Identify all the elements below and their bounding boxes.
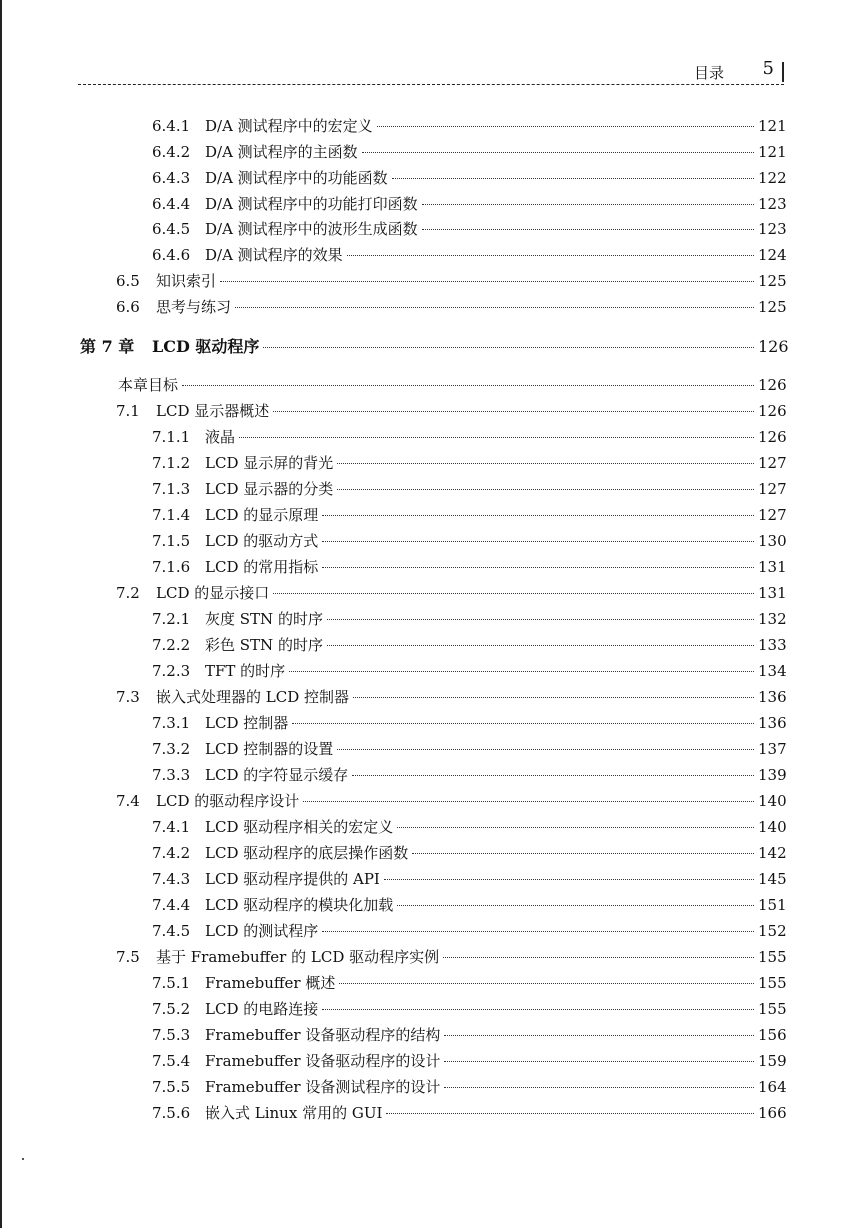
dot-leader	[412, 853, 754, 854]
toc-entry	[152, 842, 787, 863]
dot-leader	[422, 229, 754, 230]
toc-entry-page: 145	[758, 870, 787, 888]
dot-leader	[339, 983, 754, 984]
dot-leader	[182, 385, 754, 386]
toc-entry-title: LCD 的测试程序	[205, 922, 319, 940]
toc-entry-number: 7.4.3	[152, 870, 191, 888]
dot-leader	[444, 1061, 754, 1062]
toc-entry-number: 7.5	[116, 948, 140, 966]
toc-entry	[152, 530, 787, 551]
toc-entry-number: 6.6	[116, 298, 140, 316]
toc-entry-number: 6.4.4	[152, 195, 191, 213]
toc-entry	[152, 712, 787, 733]
toc-entry-page: 136	[758, 688, 787, 706]
header-bar	[782, 62, 784, 82]
toc-entry-number: 6.4.6	[152, 246, 191, 264]
toc-entry-page: 126	[758, 337, 789, 356]
toc-entry-title: LCD 驱动程序的底层操作函数	[205, 844, 409, 862]
toc-entry-title: TFT 的时序	[205, 662, 286, 680]
dot-leader	[386, 1113, 754, 1114]
toc-entry-number: 6.4.5	[152, 220, 191, 238]
toc-entry-page: 121	[758, 143, 787, 161]
toc-entry-page: 126	[758, 402, 787, 420]
dot-leader	[235, 307, 754, 308]
toc-entry-title: LCD 驱动程序提供的 API	[205, 870, 380, 888]
toc-entry-page: 140	[758, 818, 787, 836]
toc-entry	[152, 868, 787, 889]
toc-entry-title: Framebuffer 概述	[205, 974, 336, 992]
toc-entry	[152, 920, 787, 941]
toc-entry-title: D/A 测试程序中的波形生成函数	[205, 220, 418, 238]
toc-entry	[152, 244, 787, 265]
toc-entry-number: 7.4.1	[152, 818, 191, 836]
toc-entry	[152, 660, 787, 681]
toc-entry	[152, 1076, 787, 1097]
toc-entry-title: LCD 的常用指标	[205, 558, 319, 576]
toc-entry	[116, 946, 787, 967]
toc-entry-number: 7.3.1	[152, 714, 191, 732]
toc-entry-title: 本章目标	[118, 376, 179, 394]
dot-leader	[322, 1009, 754, 1010]
toc-entry	[152, 972, 787, 993]
toc-entry-page: 155	[758, 948, 787, 966]
toc-entry-title: Framebuffer 设备驱动程序的结构	[205, 1026, 441, 1044]
toc-entry-title: Framebuffer 设备测试程序的设计	[205, 1078, 441, 1096]
toc-entry-title: 嵌入式处理器的 LCD 控制器	[156, 688, 350, 706]
toc-entry-page: 126	[758, 428, 787, 446]
toc-entry-title: 液晶	[205, 428, 236, 446]
toc-entry	[116, 790, 787, 811]
dot-leader	[377, 126, 754, 127]
toc-entry-number: 7.5.5	[152, 1078, 191, 1096]
toc-entry	[152, 115, 787, 136]
toc-entry	[116, 400, 787, 421]
toc-entry-number: 7.3.2	[152, 740, 191, 758]
toc-entry-page: 151	[758, 896, 787, 914]
toc-entry	[152, 998, 787, 1019]
toc-entry-title: D/A 测试程序中的宏定义	[205, 117, 373, 135]
toc-entry-title: LCD 驱动程序的模块化加载	[205, 896, 394, 914]
dot-leader	[273, 593, 754, 594]
dot-leader	[353, 697, 754, 698]
toc-entry-page: 130	[758, 532, 787, 550]
toc-entry-number: 7.3.3	[152, 766, 191, 784]
toc-entry-number: 7.1.2	[152, 454, 191, 472]
toc-entry-number: 7.4	[116, 792, 140, 810]
toc-entry	[152, 141, 787, 162]
dot-leader	[392, 178, 754, 179]
toc-entry-title: LCD 驱动程序	[152, 337, 260, 356]
toc-entry-page: 126	[758, 376, 787, 394]
toc-entry-number: 7.1.3	[152, 480, 191, 498]
dot-leader	[397, 827, 754, 828]
dot-leader	[303, 801, 754, 802]
toc-entry-title: LCD 控制器	[205, 714, 289, 732]
toc-entry-page: 159	[758, 1052, 787, 1070]
toc-entry-title: D/A 测试程序中的功能函数	[205, 169, 388, 187]
dot-leader	[384, 879, 754, 880]
dot-leader	[337, 489, 754, 490]
toc-entry-title: Framebuffer 设备驱动程序的设计	[205, 1052, 441, 1070]
toc-entry-page: 140	[758, 792, 787, 810]
toc-entry-number: 第 7 章	[80, 337, 135, 356]
toc-entry-number: 7.5.1	[152, 974, 191, 992]
toc-entry-page: 166	[758, 1104, 787, 1122]
dot-leader	[322, 931, 754, 932]
toc-entry-page: 137	[758, 740, 787, 758]
dot-leader	[327, 645, 754, 646]
toc-entry-number: 7.2.3	[152, 662, 191, 680]
toc-entry	[152, 608, 787, 629]
dot-leader	[327, 619, 754, 620]
toc-entry-page: 124	[758, 246, 787, 264]
toc-entry-page: 131	[758, 558, 787, 576]
toc-entry-page: 155	[758, 1000, 787, 1018]
toc-entry-title: LCD 的驱动程序设计	[156, 792, 300, 810]
toc-entry	[152, 1024, 787, 1045]
toc-entry	[152, 556, 787, 577]
toc-entry	[152, 816, 787, 837]
toc-entry-page: 125	[758, 298, 787, 316]
toc-entry-number: 6.5	[116, 272, 140, 290]
toc-entry-number: 7.1	[116, 402, 140, 420]
toc-entry	[116, 296, 787, 317]
dot-leader	[273, 411, 754, 412]
toc-entry-page: 133	[758, 636, 787, 654]
toc-entry	[152, 738, 787, 759]
dot-leader	[337, 463, 754, 464]
dot-leader	[352, 775, 754, 776]
toc-entry-title: LCD 的电路连接	[205, 1000, 319, 1018]
toc-entry-number: 7.3	[116, 688, 140, 706]
dot-leader	[220, 281, 754, 282]
toc-entry	[152, 426, 787, 447]
toc-entry	[152, 894, 787, 915]
toc-entry	[118, 374, 787, 395]
dot-leader	[322, 541, 754, 542]
toc-entry-title: LCD 控制器的设置	[205, 740, 334, 758]
toc-entry-number: 7.1.1	[152, 428, 191, 446]
dot-leader	[322, 567, 754, 568]
toc-entry-number: 7.5.2	[152, 1000, 191, 1018]
toc-entry-number: 6.4.2	[152, 143, 191, 161]
toc-entry-number: 7.5.6	[152, 1104, 191, 1122]
toc-entry	[80, 334, 789, 357]
toc-entry-page: 127	[758, 506, 787, 524]
stray-mark	[22, 1158, 24, 1160]
toc-entry	[152, 634, 787, 655]
toc-entry-number: 7.4.4	[152, 896, 191, 914]
dot-leader	[397, 905, 754, 906]
toc-entry-title: 基于 Framebuffer 的 LCD 驱动程序实例	[156, 948, 440, 966]
dot-leader	[292, 723, 754, 724]
toc-entry-page: 139	[758, 766, 787, 784]
toc-entry	[152, 1050, 787, 1071]
toc-entry-number: 6.4.3	[152, 169, 191, 187]
toc-entry-page: 127	[758, 454, 787, 472]
toc-entry-page: 127	[758, 480, 787, 498]
toc-entry	[152, 452, 787, 473]
toc-entry-number: 7.1.5	[152, 532, 191, 550]
dot-leader	[444, 1035, 754, 1036]
dot-leader	[289, 671, 754, 672]
dot-leader	[337, 749, 754, 750]
toc-entry-number: 7.2.2	[152, 636, 191, 654]
toc-entry	[116, 582, 787, 603]
toc-entry-number: 7.1.4	[152, 506, 191, 524]
toc-entry	[116, 270, 787, 291]
toc-entry-title: 彩色 STN 的时序	[205, 636, 323, 654]
dot-leader	[239, 437, 754, 438]
header-page-number: 5	[762, 58, 774, 79]
toc-entry-title: LCD 显示屏的背光	[205, 454, 334, 472]
toc-entry-number: 7.2	[116, 584, 140, 602]
dot-leader	[347, 255, 754, 256]
toc-entry-page: 123	[758, 195, 787, 213]
toc-entry-title: LCD 驱动程序相关的宏定义	[205, 818, 394, 836]
toc-entry-page: 122	[758, 169, 787, 187]
toc-entry-number: 7.4.5	[152, 922, 191, 940]
dot-leader	[443, 957, 754, 958]
toc-entry-page: 121	[758, 117, 787, 135]
dot-leader	[422, 204, 754, 205]
toc-entry	[116, 686, 787, 707]
dot-leader	[263, 347, 754, 348]
toc-entry-title: LCD 的显示原理	[205, 506, 319, 524]
toc-entry-number: 7.5.4	[152, 1052, 191, 1070]
toc-entry-number: 7.1.6	[152, 558, 191, 576]
toc-entry-title: LCD 显示器概述	[156, 402, 270, 420]
toc-entry-page: 125	[758, 272, 787, 290]
header-title: 目录	[693, 64, 724, 82]
dot-leader	[444, 1087, 754, 1088]
toc-entry-page: 134	[758, 662, 787, 680]
toc-entry	[152, 764, 787, 785]
toc-entry	[152, 504, 787, 525]
toc-entry	[152, 218, 787, 239]
toc-entry-page: 136	[758, 714, 787, 732]
toc-entry-title: 灰度 STN 的时序	[205, 610, 323, 628]
toc-entry-page: 123	[758, 220, 787, 238]
toc-entry-title: D/A 测试程序中的功能打印函数	[205, 195, 418, 213]
toc-entry-title: LCD 显示器的分类	[205, 480, 334, 498]
toc-entry-title: D/A 测试程序的主函数	[205, 143, 358, 161]
toc-entry-title: 知识索引	[156, 272, 217, 290]
page-edge-line	[0, 0, 2, 1228]
toc-entry-number: 7.4.2	[152, 844, 191, 862]
toc-entry-title: 嵌入式 Linux 常用的 GUI	[205, 1104, 383, 1122]
toc-entry-page: 152	[758, 922, 787, 940]
toc-entry-number: 7.5.3	[152, 1026, 191, 1044]
dot-leader	[362, 152, 754, 153]
toc-entry-number: 7.2.1	[152, 610, 191, 628]
toc-entry	[152, 193, 787, 214]
toc-entry	[152, 1102, 787, 1123]
toc-entry	[152, 478, 787, 499]
toc-entry-number: 6.4.1	[152, 117, 191, 135]
toc-entry-title: LCD 的字符显示缓存	[205, 766, 349, 784]
running-header	[78, 58, 784, 85]
toc-entry-page: 131	[758, 584, 787, 602]
toc-entry-page: 132	[758, 610, 787, 628]
toc-entry-title: LCD 的驱动方式	[205, 532, 319, 550]
toc-entry-page: 142	[758, 844, 787, 862]
toc-entry-title: D/A 测试程序的效果	[205, 246, 343, 264]
dot-leader	[322, 515, 754, 516]
toc-entry-page: 155	[758, 974, 787, 992]
toc-entry-title: LCD 的显示接口	[156, 584, 270, 602]
toc-entry-page: 156	[758, 1026, 787, 1044]
toc-entry	[152, 167, 787, 188]
toc-entry-title: 思考与练习	[156, 298, 232, 316]
toc-entry-page: 164	[758, 1078, 787, 1096]
